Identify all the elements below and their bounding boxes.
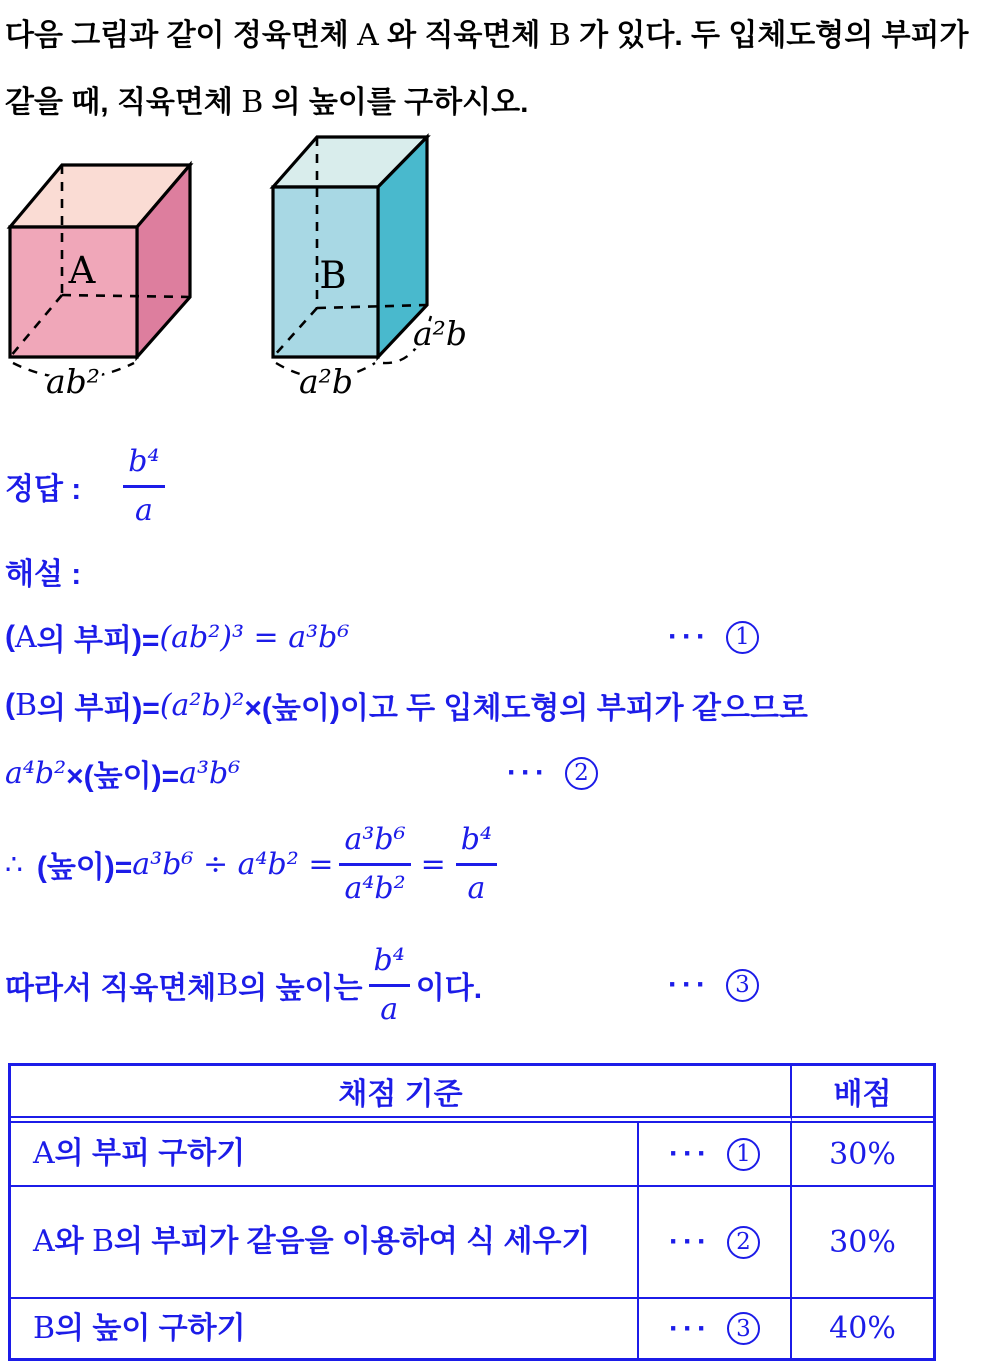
rubric-row-3-points: 40% [829, 1311, 896, 1346]
therefore-symbol: ∴ [5, 848, 23, 880]
rubric-row-3-criteria: B의 높이 구하기 [11, 1299, 639, 1358]
solid-b-letter: B [548, 18, 571, 53]
ellipsis-dots: ··· [669, 1311, 711, 1345]
cube-a-edge-label: ab² [45, 362, 101, 401]
cube-a [10, 165, 190, 401]
step-marker-3 [668, 968, 759, 1002]
rubric-row-1-criteria: A의 부피 구하기 [11, 1123, 639, 1187]
ellipsis-dots: ··· [668, 968, 710, 1001]
solution-line-4: ∴ (높이)= a³b⁶ ÷ a⁴b² = $\frac{\text{a³b⁶}}{\text{a⁴b²}}$ = $\frac{\text{b⁴}}{a}$ [5, 812, 503, 916]
cube-a-label: A [68, 249, 96, 292]
cube-a-front-face [10, 227, 137, 357]
rubric-row-2-marker [639, 1187, 792, 1299]
solution-line-2: ( B 의 부피)= (a²b)² ×(높이)이고 두 입체도형의 부피가 같으므로 [5, 687, 808, 725]
answer-row [5, 438, 171, 534]
rubric-header-points: 배점 [792, 1066, 933, 1123]
rubric-row-1-points: 30% [792, 1123, 933, 1187]
prism-b-side-edge-label: a²b [412, 314, 468, 353]
ellipsis-dots: ··· [669, 1137, 711, 1170]
fraction-b4-over-a: $\frac{\text{b⁴}}{a}$ [369, 945, 410, 1025]
solution-heading: 해설 : [5, 558, 82, 591]
solids-figure [0, 130, 480, 406]
solution-line-5: 따라서 직육면체 B 의 높이는 $\frac{\text{b⁴}}{a}$ 이다. ··· 3 [5, 933, 482, 1037]
circled-number-1: 1 [727, 1138, 760, 1171]
prism-b [273, 137, 467, 401]
answer-fraction-numerator: b⁴ [128, 444, 160, 479]
circled-number-1: 1 [726, 621, 759, 654]
answer-fraction [123, 446, 164, 526]
ellipsis-dots: ··· [669, 1225, 711, 1258]
ellipsis-dots: ··· [668, 620, 710, 653]
fraction-b4-over-a: $\frac{\text{b⁴}}{a}$ [456, 824, 497, 904]
equals-sign: = [420, 846, 446, 882]
rubric-row-2-criteria: A와 B의 부피가 같음을 이용하여 식 세우기 [11, 1187, 639, 1299]
solution-line-3: a⁴b² ×(높이)= a³b⁶ ··· 2 [5, 748, 240, 798]
ellipsis-dots: ··· [507, 756, 549, 789]
solution-line-1: ( A 의 부피)= (ab²)³ = a³b⁶ ··· 1 [5, 612, 349, 662]
rubric-row-2-points: 30% [792, 1187, 933, 1299]
circled-number-2: 2 [565, 757, 598, 790]
answer-label: 정답 : [5, 473, 82, 506]
circled-number-2: 2 [727, 1226, 760, 1259]
prism-b-label: B [319, 254, 347, 297]
circled-number-3: 3 [726, 969, 759, 1002]
circled-number-3: 3 [727, 1312, 760, 1345]
rubric-row-1-marker [639, 1123, 792, 1187]
prism-b-front-edge-label: a²b [298, 362, 354, 401]
step-marker-2 [507, 756, 598, 790]
rubric-table [8, 1063, 936, 1361]
rubric-header-criteria: 채점 기준 [11, 1066, 792, 1123]
solid-a-letter: A [357, 18, 379, 53]
problem-text: 다음 그림과 같이 정육면체 [5, 19, 358, 52]
step-marker-1 [668, 620, 759, 654]
rubric-row-3-marker [639, 1299, 792, 1358]
problem-statement: 다음 그림과 같이 정육면체 A 와 직육면체 B 가 있다. 두 입체도형의 부피가 같을 때, 직육면체 B 의 높이를 구하시오. [5, 18, 969, 120]
fraction-a3b6-over-a4b2: $\frac{\text{a³b⁶}}{\text{a⁴b²}}$ [339, 824, 410, 904]
answer-fraction-denominator: a [134, 492, 153, 528]
